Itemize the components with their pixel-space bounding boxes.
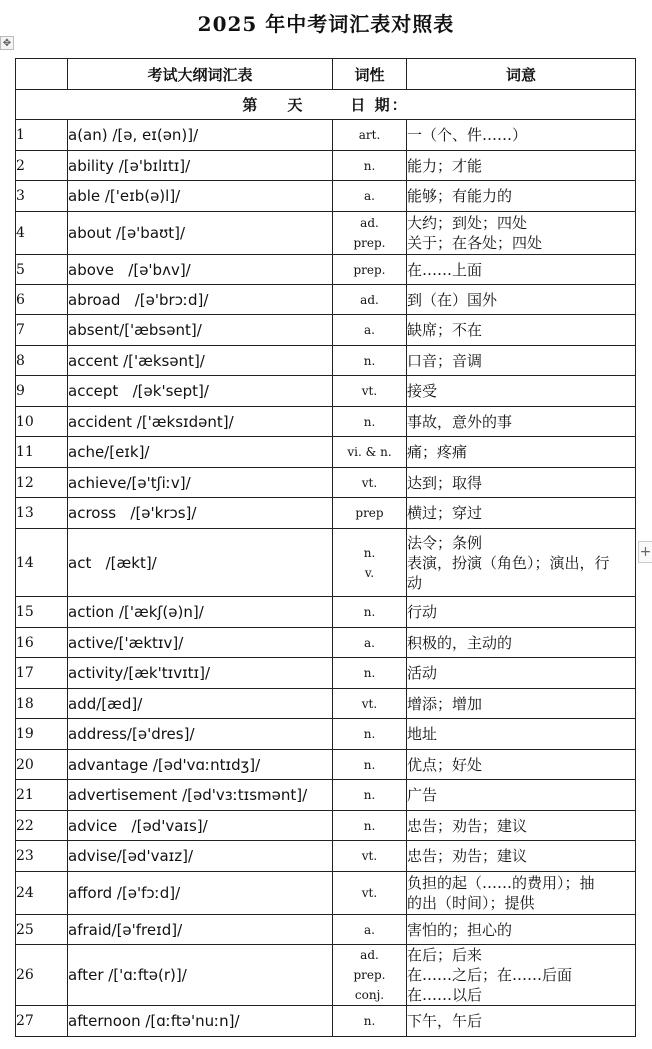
meaning-line: 广告 <box>407 786 438 804</box>
table-row <box>16 437 636 468</box>
word-phonetic: above /[ə'bʌv]/ <box>68 255 333 285</box>
part-of-speech <box>333 498 407 529</box>
date-label: 日 期： <box>350 96 409 114</box>
table-header-row <box>16 59 636 90</box>
table-row <box>16 719 636 750</box>
meaning-line: 地址 <box>407 725 438 743</box>
row-number: 7 <box>16 315 68 346</box>
meaning-line: 到（在）国外 <box>407 290 498 309</box>
meaning-line: 活动 <box>407 664 438 682</box>
part-of-speech <box>333 468 407 498</box>
pos-line: prep. <box>353 262 386 277</box>
row-number: 18 <box>16 689 68 719</box>
word-phonetic: add/[æd]/ <box>68 689 333 719</box>
day-date-row <box>16 90 636 120</box>
part-of-speech <box>333 689 407 719</box>
table-row <box>16 872 636 915</box>
pos-line: ad. <box>360 948 379 962</box>
row-number: 3 <box>16 181 68 212</box>
word-phonetic: active/['æktɪv]/ <box>68 628 333 658</box>
row-number: 6 <box>16 285 68 315</box>
pos-line: n. <box>363 545 376 560</box>
table-row <box>16 255 636 285</box>
add-column-plus-icon[interactable]: + <box>638 541 652 563</box>
table-row <box>16 841 636 872</box>
table-row <box>16 750 636 780</box>
meaning-line: 一（个、件……） <box>407 126 528 144</box>
row-number: 15 <box>16 597 68 628</box>
row-number: 22 <box>16 811 68 841</box>
meaning <box>407 529 636 597</box>
meaning <box>407 1006 636 1037</box>
part-of-speech <box>333 255 407 285</box>
meaning-line: 在……之后；在……后面 <box>407 966 573 984</box>
word-phonetic: absent/['æbsənt]/ <box>68 315 333 346</box>
row-number: 8 <box>16 346 68 376</box>
row-number: 9 <box>16 376 68 407</box>
pos-line: ad. <box>360 216 379 230</box>
pos-line: n. <box>363 414 376 429</box>
table-row <box>16 780 636 811</box>
word-phonetic: abroad /[ə'brɔːd]/ <box>68 285 333 315</box>
part-of-speech <box>333 529 407 597</box>
word-phonetic: address/[ə'dres]/ <box>68 719 333 750</box>
pos-line: vt. <box>361 849 378 863</box>
meaning-line: 在后；后来 <box>407 946 483 964</box>
pos-line: a. <box>364 922 375 937</box>
meaning-line: 增添；增加 <box>407 694 483 713</box>
meaning <box>407 719 636 750</box>
part-of-speech <box>333 945 407 1006</box>
table-row <box>16 120 636 151</box>
meaning <box>407 872 636 915</box>
part-of-speech <box>333 597 407 628</box>
word-phonetic: ache/[eɪk]/ <box>68 437 333 468</box>
pos-line: a. <box>364 635 375 650</box>
table-row <box>16 529 636 597</box>
meaning <box>407 658 636 689</box>
part-of-speech <box>333 780 407 811</box>
meaning-line: 关于；在各处；四处 <box>407 234 543 252</box>
table-row <box>16 498 636 529</box>
meaning <box>407 315 636 346</box>
row-number: 17 <box>16 658 68 689</box>
part-of-speech <box>333 120 407 151</box>
meaning-line: 横过；穿过 <box>407 504 483 522</box>
pos-line: prep <box>355 506 384 520</box>
meaning-line: 能力；才能 <box>407 156 483 175</box>
meaning <box>407 437 636 468</box>
row-number: 11 <box>16 437 68 468</box>
meaning-line: 负担的起（……的费用）；抽 <box>407 874 595 892</box>
part-of-speech <box>333 811 407 841</box>
meaning <box>407 915 636 945</box>
pos-line: v. <box>364 565 375 580</box>
table-row <box>16 376 636 407</box>
meaning-line: 积极的，主动的 <box>407 633 513 652</box>
table-row <box>16 151 636 181</box>
pos-line: n. <box>363 757 376 772</box>
meaning-line: 达到；取得 <box>407 473 483 492</box>
word-phonetic: across /[ə'krɔs]/ <box>68 498 333 529</box>
word-phonetic: action /['ækʃ(ə)n]/ <box>68 597 333 628</box>
meaning <box>407 181 636 212</box>
part-of-speech <box>333 872 407 915</box>
part-of-speech <box>333 658 407 689</box>
word-phonetic: activity/[æk'tɪvɪtɪ]/ <box>68 658 333 689</box>
part-of-speech <box>333 915 407 945</box>
table-row <box>16 1006 636 1037</box>
meaning <box>407 945 636 1006</box>
meaning <box>407 255 636 285</box>
row-number: 16 <box>16 628 68 658</box>
pos-line: vt. <box>361 384 378 398</box>
meaning <box>407 151 636 181</box>
word-phonetic: afraid/[ə'freɪd]/ <box>68 915 333 945</box>
day-label-tian: 天 <box>287 96 305 114</box>
meaning-line: 优点；好处 <box>407 755 483 774</box>
meaning-line: 大约；到处；四处 <box>407 214 528 232</box>
word-phonetic: accent /['æksənt]/ <box>68 346 333 376</box>
table-move-handle-icon[interactable]: ✥ <box>0 36 14 50</box>
pos-line: conj. <box>354 988 385 1002</box>
meaning-line: 的出（时间）；提供 <box>407 894 535 912</box>
table-row <box>16 628 636 658</box>
word-phonetic: advertisement /[əd'vɜːtɪsmənt]/ <box>68 780 333 811</box>
day-date-cell <box>16 90 636 120</box>
vocabulary-table <box>15 58 636 1037</box>
pos-line: art. <box>358 128 381 142</box>
word-phonetic: a(an) /[ə, eɪ(ən)]/ <box>68 120 333 151</box>
table-row <box>16 315 636 346</box>
row-number: 21 <box>16 780 68 811</box>
table-row <box>16 945 636 1006</box>
meaning <box>407 407 636 437</box>
row-number: 24 <box>16 872 68 915</box>
row-number: 14 <box>16 529 68 597</box>
part-of-speech <box>333 407 407 437</box>
word-phonetic: accident /['æksɪdənt]/ <box>68 407 333 437</box>
meaning-line: 忠告；劝告；建议 <box>407 816 528 835</box>
row-number: 19 <box>16 719 68 750</box>
row-number: 20 <box>16 750 68 780</box>
table-row <box>16 468 636 498</box>
meaning-line: 法令；条例 <box>407 533 483 552</box>
table-row <box>16 285 636 315</box>
table-row <box>16 212 636 255</box>
word-phonetic: ability /[ə'bɪlɪtɪ]/ <box>68 151 333 181</box>
meaning-line: 下午，午后 <box>407 1012 483 1030</box>
meaning <box>407 628 636 658</box>
meaning <box>407 285 636 315</box>
meaning <box>407 780 636 811</box>
pos-line: n. <box>363 605 376 619</box>
pos-line: prep. <box>353 236 386 250</box>
table-row <box>16 407 636 437</box>
table-row <box>16 658 636 689</box>
meaning-line: 能够；有能力的 <box>407 187 513 205</box>
table-row <box>16 597 636 628</box>
pos-line: n. <box>363 666 376 680</box>
row-number: 1 <box>16 120 68 151</box>
pos-line: vt. <box>361 886 378 900</box>
row-number: 26 <box>16 945 68 1006</box>
meaning-line: 在……以后 <box>407 986 483 1004</box>
meaning-line: 缺席；不在 <box>407 321 483 339</box>
meaning <box>407 689 636 719</box>
word-phonetic: afternoon /[ɑːftə'nuːn]/ <box>68 1006 333 1037</box>
table-row <box>16 915 636 945</box>
word-phonetic: advantage /[əd'vɑːntɪdʒ]/ <box>68 750 333 780</box>
pos-line: n. <box>363 727 376 741</box>
pos-line: a. <box>364 323 375 337</box>
pos-line: n. <box>363 1014 376 1028</box>
meaning <box>407 468 636 498</box>
word-phonetic: about /[ə'baʊt]/ <box>68 212 333 255</box>
header-num <box>16 59 68 90</box>
word-phonetic: achieve/[ə'tʃiːv]/ <box>68 468 333 498</box>
header-meaning: 词意 <box>407 59 636 90</box>
word-phonetic: accept /[ək'sept]/ <box>68 376 333 407</box>
meaning-line: 事故，意外的事 <box>407 412 513 431</box>
row-number: 12 <box>16 468 68 498</box>
pos-line: n. <box>363 818 376 833</box>
word-phonetic: after /['ɑːftə(r)]/ <box>68 945 333 1006</box>
pos-line: vt. <box>361 696 378 711</box>
part-of-speech <box>333 628 407 658</box>
pos-line: vi. & n. <box>347 445 392 459</box>
meaning <box>407 346 636 376</box>
row-number: 4 <box>16 212 68 255</box>
meaning-line: 忠告；劝告；建议 <box>407 847 528 865</box>
meaning <box>407 841 636 872</box>
word-phonetic: advise/[əd'vaɪz]/ <box>68 841 333 872</box>
part-of-speech <box>333 437 407 468</box>
row-number: 2 <box>16 151 68 181</box>
part-of-speech <box>333 315 407 346</box>
part-of-speech <box>333 151 407 181</box>
table-row <box>16 689 636 719</box>
meaning-line: 接受 <box>407 382 438 400</box>
row-number: 10 <box>16 407 68 437</box>
part-of-speech <box>333 750 407 780</box>
part-of-speech <box>333 346 407 376</box>
meaning-line: 行动 <box>407 603 438 621</box>
meaning <box>407 376 636 407</box>
meaning <box>407 498 636 529</box>
meaning-line: 口音；音调 <box>407 351 483 370</box>
meaning-line: 害怕的；担心的 <box>407 920 513 939</box>
pos-line: ad. <box>360 292 379 307</box>
header-pos: 词性 <box>333 59 407 90</box>
table-row <box>16 181 636 212</box>
pos-line: n. <box>363 788 376 802</box>
meaning <box>407 120 636 151</box>
pos-line: n. <box>363 353 376 368</box>
word-phonetic: able /['eɪb(ə)l]/ <box>68 181 333 212</box>
part-of-speech <box>333 1006 407 1037</box>
pos-line: prep. <box>353 968 386 982</box>
part-of-speech <box>333 376 407 407</box>
meaning <box>407 811 636 841</box>
document-title: 2025 年中考词汇表对照表 <box>197 12 455 36</box>
row-number: 13 <box>16 498 68 529</box>
meaning <box>407 597 636 628</box>
word-phonetic: afford /[ə'fɔːd]/ <box>68 872 333 915</box>
day-label-di: 第 <box>242 96 260 114</box>
part-of-speech <box>333 841 407 872</box>
part-of-speech <box>333 285 407 315</box>
meaning-line: 在……上面 <box>407 260 483 279</box>
row-number: 27 <box>16 1006 68 1037</box>
pos-line: n. <box>363 158 376 173</box>
table-row <box>16 346 636 376</box>
word-phonetic: advice /[əd'vaɪs]/ <box>68 811 333 841</box>
meaning <box>407 750 636 780</box>
row-number: 25 <box>16 915 68 945</box>
row-number: 5 <box>16 255 68 285</box>
meaning-line: 动 <box>407 573 423 592</box>
meaning-line: 痛；疼痛 <box>407 443 468 461</box>
table-row <box>16 811 636 841</box>
header-word: 考试大纲词汇表 <box>68 59 333 90</box>
part-of-speech <box>333 181 407 212</box>
row-number: 23 <box>16 841 68 872</box>
pos-line: vt. <box>361 475 378 490</box>
part-of-speech <box>333 719 407 750</box>
part-of-speech <box>333 212 407 255</box>
meaning <box>407 212 636 255</box>
meaning-line: 表演，扮演（角色）；演出，行 <box>407 553 610 572</box>
pos-line: a. <box>364 189 375 203</box>
word-phonetic: act /[ækt]/ <box>68 529 333 597</box>
